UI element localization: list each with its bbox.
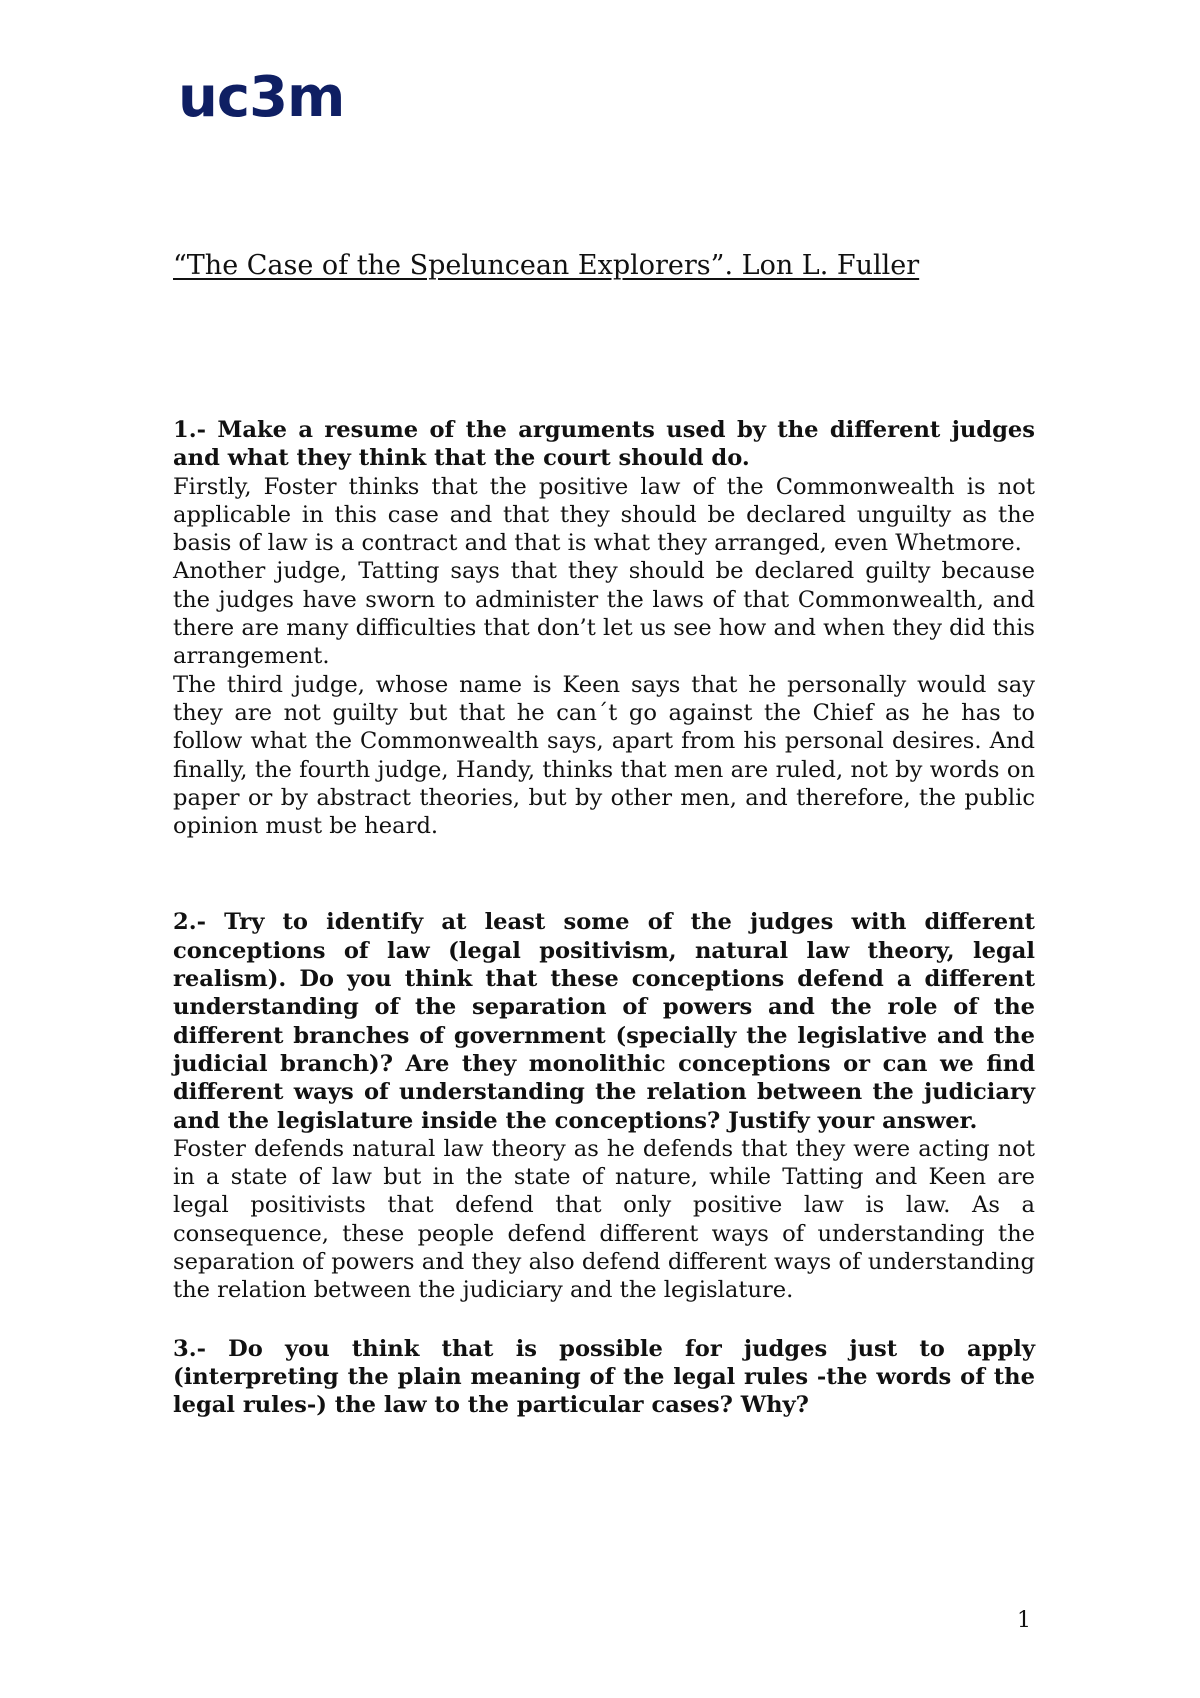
document-title: “The Case of the Speluncean Explorers”. Lon L. Fuller [173,250,920,281]
uc3m-logo: uc3m [178,65,345,130]
section-spacer [173,1305,1035,1335]
answer-1-paragraph-3: The third judge, whose name is Keen says that he personally would say they are not guilty but that he can´t go against the Chief as he has to follow what the Commonwealth says, apart from his personal desires. And finally, the fourth judge, Handy, thinks that men are ruled, not by words on paper or by abstract theories, but by other men, and therefore, the public opinion must be heard. [173,671,1035,840]
question-2: 2.- Try to identify at least some of the judges with different conceptions of law (legal positivism, natural law theory, legal realism). Do you think that these conceptions defend a different understanding of the separation of powers and the role of the different branches of government (specially the legislative and the judicial branch)? Are they monolithic conceptions or can we find different ways of understanding the relation between the judiciary and the legislature inside the conceptions? Justify your answer. [173,909,1035,1134]
document-body [173,416,1035,1420]
answer-1-paragraph-2: Another judge, Tatting says that they should be declared guilty because the judges have sworn to administer the laws of that Commonwealth, and there are many difficulties that don’t let us see how and when they did this arrangement. [173,558,1035,670]
section-spacer [173,840,1035,908]
question-1: 1.- Make a resume of the arguments used by the different judges and what they think that the court should do. [173,417,1035,472]
question-3: 3.- Do you think that is possible for judges just to apply (interpreting the plain meaning of the legal rules -the words of the legal rules-) the law to the particular cases? Why? [173,1335,1035,1419]
answer-1-paragraph-1: Firstly, Foster thinks that the positive law of the Commonwealth is not applicable in this case and that they should be declared unguilty as the basis of law is a contract and that is what they arranged, even Whetmore. [173,473,1035,557]
page-number: 1 [1017,1608,1031,1633]
answer-2-paragraph-1: Foster defends natural law theory as he defends that they were acting not in a state of law but in the state of nature, while Tatting and Keen are legal positivists that defend that only positive law is law. As a consequence, these people defend different ways of understanding the separation of powers and they also defend different ways of understanding the relation between the judiciary and the legislature. [173,1135,1035,1304]
